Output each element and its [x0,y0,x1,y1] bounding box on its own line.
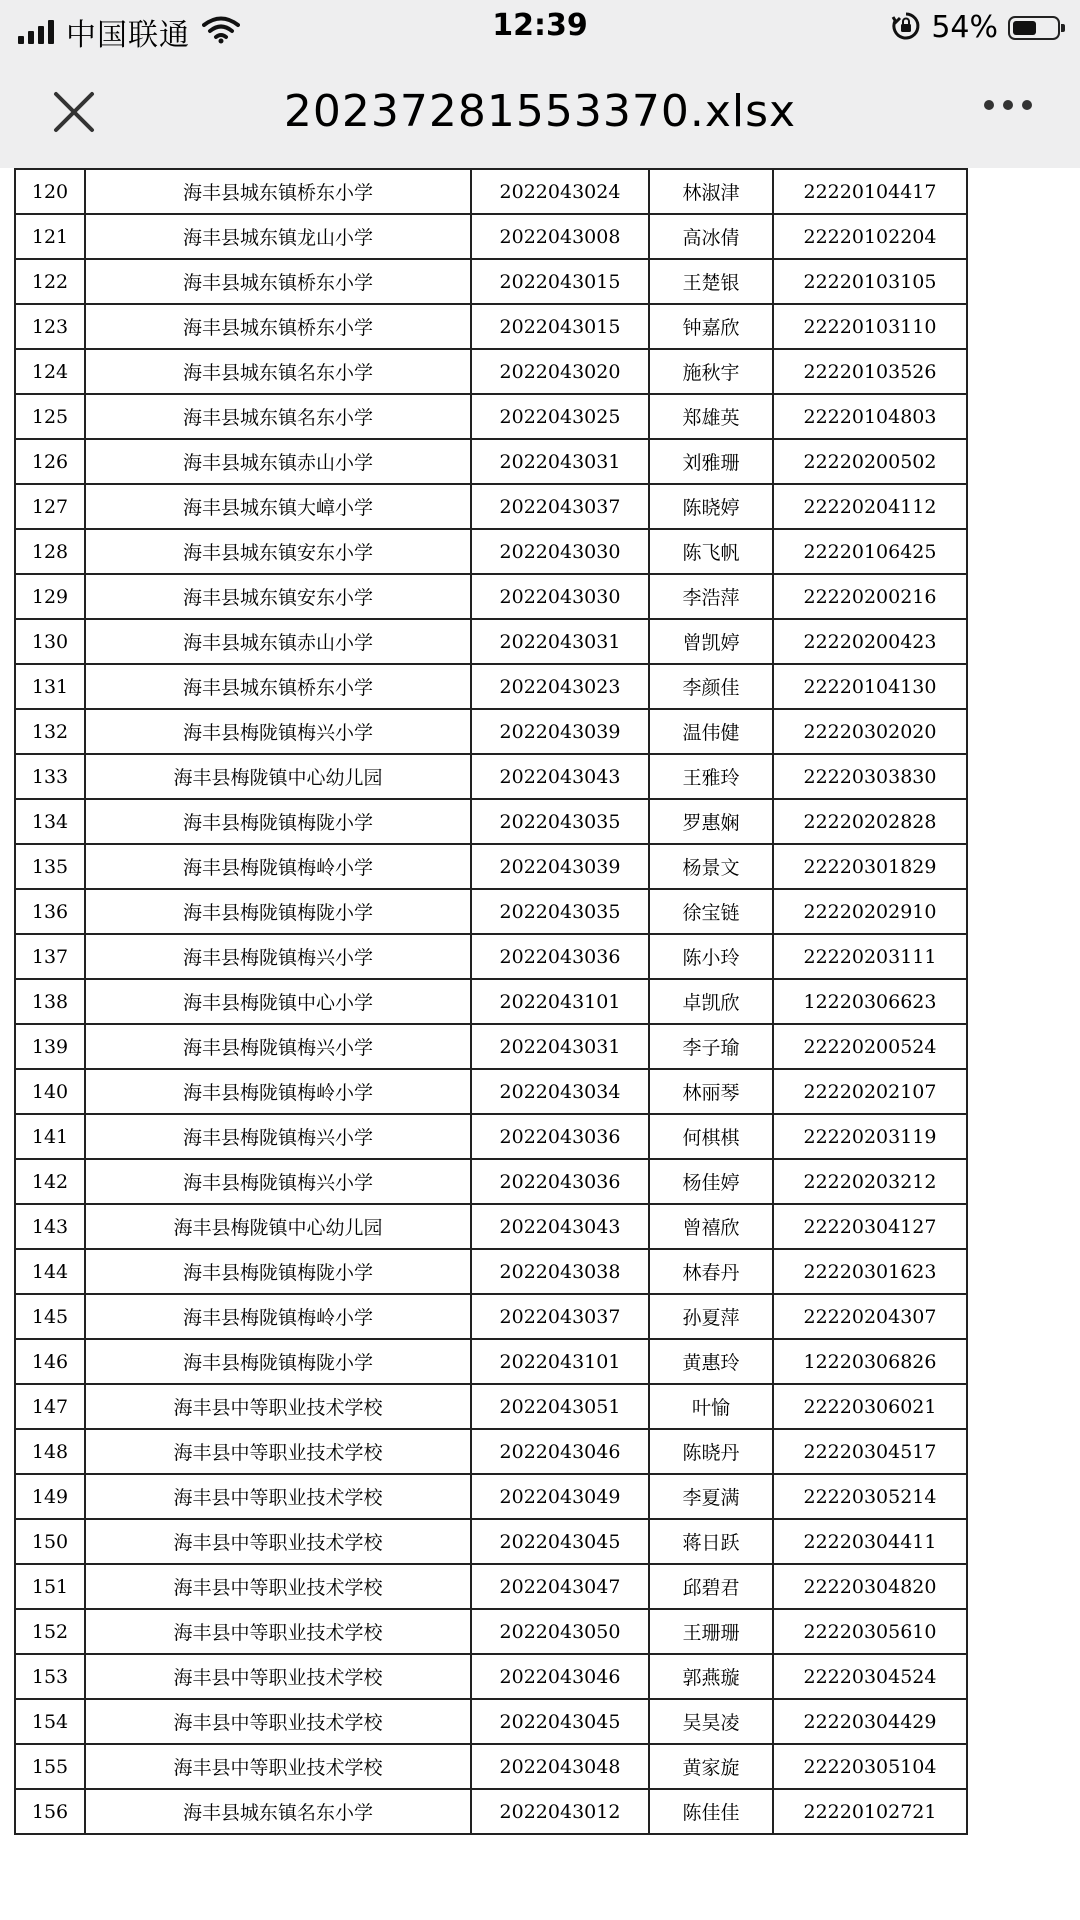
school-cell[interactable]: 海丰县城东镇赤山小学 [85,439,471,484]
row-number-cell[interactable]: 143 [15,1204,85,1249]
exam-id-cell[interactable]: 22220203111 [773,934,967,979]
exam-id-cell[interactable]: 22220305610 [773,1609,967,1654]
row-number-cell[interactable]: 144 [15,1249,85,1294]
exam-id-cell[interactable]: 22220200502 [773,439,967,484]
name-cell[interactable]: 徐宝链 [649,889,773,934]
name-cell[interactable]: 陈小玲 [649,934,773,979]
battery-icon [1008,16,1060,40]
exam-id-cell[interactable]: 22220304411 [773,1519,967,1564]
exam-id-cell[interactable]: 22220104130 [773,664,967,709]
table-row[interactable] [15,1249,967,1294]
school-cell[interactable]: 海丰县城东镇大嶂小学 [85,484,471,529]
name-cell[interactable]: 温伟健 [649,709,773,754]
table-row[interactable] [15,1114,967,1159]
exam-id-cell[interactable]: 22220202828 [773,799,967,844]
school-cell[interactable]: 海丰县中等职业技术学校 [85,1654,471,1699]
post-code-cell[interactable]: 2022043035 [471,799,649,844]
post-code-cell[interactable]: 2022043020 [471,349,649,394]
name-cell[interactable]: 蒋日跃 [649,1519,773,1564]
row-number-cell[interactable]: 129 [15,574,85,619]
table-row[interactable] [15,484,967,529]
name-cell[interactable]: 陈佳佳 [649,1789,773,1834]
name-cell[interactable]: 高冰倩 [649,214,773,259]
exam-id-cell[interactable]: 22220301829 [773,844,967,889]
table-row[interactable] [15,304,967,349]
exam-id-cell[interactable]: 22220303830 [773,754,967,799]
table-row[interactable] [15,574,967,619]
exam-id-cell[interactable]: 12220306623 [773,979,967,1024]
spreadsheet-view[interactable] [0,168,1080,1920]
document-title: 20237281553370.xlsx [283,86,797,137]
table-row[interactable] [15,1519,967,1564]
table-row[interactable] [15,439,967,484]
exam-id-cell[interactable]: 22220306021 [773,1384,967,1429]
post-code-cell[interactable]: 2022043047 [471,1564,649,1609]
school-cell[interactable]: 海丰县梅陇镇梅兴小学 [85,1024,471,1069]
table-row[interactable] [15,1789,967,1834]
name-cell[interactable]: 李子瑜 [649,1024,773,1069]
name-cell[interactable]: 施秋宇 [649,349,773,394]
table-row[interactable] [15,889,967,934]
school-cell[interactable]: 海丰县城东镇赤山小学 [85,619,471,664]
row-number-cell[interactable]: 156 [15,1789,85,1834]
exam-id-cell[interactable]: 22220104803 [773,394,967,439]
more-options-button[interactable] [984,100,1032,110]
table-row[interactable] [15,979,967,1024]
name-cell[interactable]: 李夏满 [649,1474,773,1519]
row-number-cell[interactable]: 137 [15,934,85,979]
table-row[interactable] [15,1744,967,1789]
post-code-cell[interactable]: 2022043031 [471,1024,649,1069]
school-cell[interactable]: 海丰县中等职业技术学校 [85,1429,471,1474]
post-code-cell[interactable]: 2022043043 [471,754,649,799]
school-cell[interactable]: 海丰县城东镇名东小学 [85,394,471,439]
post-code-cell[interactable]: 2022043036 [471,1114,649,1159]
row-number-cell[interactable]: 149 [15,1474,85,1519]
more-dot-icon [984,100,994,110]
row-number-cell[interactable]: 130 [15,619,85,664]
exam-id-cell[interactable]: 22220203119 [773,1114,967,1159]
post-code-cell[interactable]: 2022043038 [471,1249,649,1294]
exam-id-cell[interactable]: 22220102204 [773,214,967,259]
row-number-cell[interactable]: 141 [15,1114,85,1159]
post-code-cell[interactable]: 2022043051 [471,1384,649,1429]
exam-id-cell[interactable]: 22220200524 [773,1024,967,1069]
school-cell[interactable]: 海丰县城东镇桥东小学 [85,259,471,304]
name-cell[interactable]: 黄惠玲 [649,1339,773,1384]
name-cell[interactable]: 王雅玲 [649,754,773,799]
exam-id-cell[interactable]: 22220204307 [773,1294,967,1339]
school-cell[interactable]: 海丰县梅陇镇中心幼儿园 [85,1204,471,1249]
row-number-cell[interactable]: 122 [15,259,85,304]
table-row[interactable] [15,1294,967,1339]
post-code-cell[interactable]: 2022043101 [471,1339,649,1384]
row-number-cell[interactable]: 121 [15,214,85,259]
name-cell[interactable]: 郑雄英 [649,394,773,439]
post-code-cell[interactable]: 2022043046 [471,1654,649,1699]
table-row[interactable] [15,1699,967,1744]
post-code-cell[interactable]: 2022043024 [471,169,649,214]
table-row[interactable] [15,1429,967,1474]
table-row[interactable] [15,529,967,574]
exam-id-cell[interactable]: 22220302020 [773,709,967,754]
table-row[interactable] [15,1204,967,1249]
row-number-cell[interactable]: 128 [15,529,85,574]
row-number-cell[interactable]: 145 [15,1294,85,1339]
table-row[interactable] [15,799,967,844]
school-cell[interactable]: 海丰县城东镇安东小学 [85,529,471,574]
exam-id-cell[interactable]: 22220301623 [773,1249,967,1294]
school-cell[interactable]: 海丰县梅陇镇中心幼儿园 [85,754,471,799]
name-cell[interactable]: 林春丹 [649,1249,773,1294]
row-number-cell[interactable]: 153 [15,1654,85,1699]
table-row[interactable] [15,754,967,799]
post-code-cell[interactable]: 2022043012 [471,1789,649,1834]
exam-id-cell[interactable]: 22220304524 [773,1654,967,1699]
row-number-cell[interactable]: 152 [15,1609,85,1654]
school-cell[interactable]: 海丰县梅陇镇梅陇小学 [85,889,471,934]
row-number-cell[interactable]: 127 [15,484,85,529]
row-number-cell[interactable]: 131 [15,664,85,709]
school-cell[interactable]: 海丰县中等职业技术学校 [85,1744,471,1789]
exam-id-cell[interactable]: 22220200216 [773,574,967,619]
battery-percent: 54% [931,10,998,45]
status-clock: 12:39 [492,8,588,43]
post-code-cell[interactable]: 2022043046 [471,1429,649,1474]
school-cell[interactable]: 海丰县梅陇镇梅陇小学 [85,1339,471,1384]
exam-id-cell[interactable]: 22220103526 [773,349,967,394]
school-cell[interactable]: 海丰县梅陇镇梅兴小学 [85,1159,471,1204]
exam-id-cell[interactable]: 22220304127 [773,1204,967,1249]
row-number-cell[interactable]: 120 [15,169,85,214]
exam-id-cell[interactable]: 22220104417 [773,169,967,214]
row-number-cell[interactable]: 155 [15,1744,85,1789]
table-body [15,169,967,1834]
row-number-cell[interactable]: 125 [15,394,85,439]
name-cell[interactable]: 林淑津 [649,169,773,214]
table-row[interactable] [15,1339,967,1384]
school-cell[interactable]: 海丰县梅陇镇梅陇小学 [85,799,471,844]
name-cell[interactable]: 李颜佳 [649,664,773,709]
name-cell[interactable]: 曾凯婷 [649,619,773,664]
row-number-cell[interactable]: 148 [15,1429,85,1474]
name-cell[interactable]: 卓凯欣 [649,979,773,1024]
school-cell[interactable]: 海丰县城东镇桥东小学 [85,169,471,214]
table-row[interactable] [15,1024,967,1069]
more-dot-icon [1022,100,1032,110]
post-code-cell[interactable]: 2022043043 [471,1204,649,1249]
post-code-cell[interactable]: 2022043025 [471,394,649,439]
post-code-cell[interactable]: 2022043101 [471,979,649,1024]
table-row[interactable] [15,1564,967,1609]
school-cell[interactable]: 海丰县城东镇龙山小学 [85,214,471,259]
table-row[interactable] [15,1384,967,1429]
exam-id-cell[interactable]: 22220200423 [773,619,967,664]
post-code-cell[interactable]: 2022043048 [471,1744,649,1789]
name-cell[interactable]: 钟嘉欣 [649,304,773,349]
name-cell[interactable]: 孙夏萍 [649,1294,773,1339]
post-code-cell[interactable]: 2022043034 [471,1069,649,1114]
name-cell[interactable]: 李浩萍 [649,574,773,619]
row-number-cell[interactable]: 134 [15,799,85,844]
school-cell[interactable]: 海丰县梅陇镇梅兴小学 [85,934,471,979]
table-row[interactable] [15,619,967,664]
school-cell[interactable]: 海丰县城东镇桥东小学 [85,304,471,349]
post-code-cell[interactable]: 2022043045 [471,1699,649,1744]
row-number-cell[interactable]: 142 [15,1159,85,1204]
post-code-cell[interactable]: 2022043023 [471,664,649,709]
school-cell[interactable]: 海丰县中等职业技术学校 [85,1609,471,1654]
status-bar [0,0,1080,56]
name-cell[interactable]: 陈晓丹 [649,1429,773,1474]
post-code-cell[interactable]: 2022043031 [471,619,649,664]
name-cell[interactable]: 曾禧欣 [649,1204,773,1249]
table-row[interactable] [15,1069,967,1114]
row-number-cell[interactable]: 150 [15,1519,85,1564]
school-cell[interactable]: 海丰县梅陇镇梅兴小学 [85,709,471,754]
table-row[interactable] [15,1609,967,1654]
row-number-cell[interactable]: 139 [15,1024,85,1069]
post-code-cell[interactable]: 2022043015 [471,259,649,304]
row-number-cell[interactable]: 133 [15,754,85,799]
table-row[interactable] [15,259,967,304]
name-cell[interactable]: 王珊珊 [649,1609,773,1654]
exam-id-cell[interactable]: 22220103110 [773,304,967,349]
post-code-cell[interactable]: 2022043035 [471,889,649,934]
school-cell[interactable]: 海丰县城东镇名东小学 [85,349,471,394]
table-row[interactable] [15,169,967,214]
exam-id-cell[interactable]: 22220106425 [773,529,967,574]
row-number-cell[interactable]: 132 [15,709,85,754]
table-row[interactable] [15,214,967,259]
exam-id-cell[interactable]: 22220102721 [773,1789,967,1834]
name-cell[interactable]: 陈飞帆 [649,529,773,574]
rotation-lock-icon [891,11,921,45]
exam-id-cell[interactable]: 22220202107 [773,1069,967,1114]
exam-id-cell[interactable]: 22220305104 [773,1744,967,1789]
table-row[interactable] [15,934,967,979]
school-cell[interactable]: 海丰县中等职业技术学校 [85,1474,471,1519]
table-row[interactable] [15,349,967,394]
table-row[interactable] [15,1474,967,1519]
row-number-cell[interactable]: 154 [15,1699,85,1744]
school-cell[interactable]: 海丰县梅陇镇梅兴小学 [85,1114,471,1159]
row-number-cell[interactable]: 136 [15,889,85,934]
row-number-cell[interactable]: 135 [15,844,85,889]
row-number-cell[interactable]: 147 [15,1384,85,1429]
row-number-cell[interactable]: 126 [15,439,85,484]
row-number-cell[interactable]: 140 [15,1069,85,1114]
table-row[interactable] [15,1654,967,1699]
school-cell[interactable]: 海丰县中等职业技术学校 [85,1384,471,1429]
exam-id-cell[interactable]: 22220204112 [773,484,967,529]
title-bar [0,56,1080,168]
row-number-cell[interactable]: 124 [15,349,85,394]
name-cell[interactable]: 何棋棋 [649,1114,773,1159]
exam-id-cell[interactable]: 22220304517 [773,1429,967,1474]
exam-id-cell[interactable]: 22220304820 [773,1564,967,1609]
exam-id-cell[interactable]: 22220304429 [773,1699,967,1744]
post-code-cell[interactable]: 2022043039 [471,844,649,889]
name-cell[interactable]: 黄家旋 [649,1744,773,1789]
name-cell[interactable]: 罗惠娴 [649,799,773,844]
name-cell[interactable]: 陈晓婷 [649,484,773,529]
school-cell[interactable]: 海丰县梅陇镇梅岭小学 [85,1069,471,1114]
name-cell[interactable]: 叶愉 [649,1384,773,1429]
row-number-cell[interactable]: 146 [15,1339,85,1384]
name-cell[interactable]: 刘雅珊 [649,439,773,484]
carrier-label: 中国联通 [66,18,190,53]
school-cell[interactable]: 海丰县城东镇名东小学 [85,1789,471,1834]
school-cell[interactable]: 海丰县中等职业技术学校 [85,1564,471,1609]
post-code-cell[interactable]: 2022043015 [471,304,649,349]
table-row[interactable] [15,394,967,439]
post-code-cell[interactable]: 2022043030 [471,529,649,574]
post-code-cell[interactable]: 2022043045 [471,1519,649,1564]
exam-id-cell[interactable]: 22220203212 [773,1159,967,1204]
row-number-cell[interactable]: 123 [15,304,85,349]
name-cell[interactable]: 杨佳婷 [649,1159,773,1204]
name-cell[interactable]: 邱碧君 [649,1564,773,1609]
name-cell[interactable]: 王楚银 [649,259,773,304]
data-table [14,168,968,1835]
table-row[interactable] [15,1159,967,1204]
school-cell[interactable]: 海丰县梅陇镇梅陇小学 [85,1249,471,1294]
row-number-cell[interactable]: 138 [15,979,85,1024]
school-cell[interactable]: 海丰县城东镇桥东小学 [85,664,471,709]
post-code-cell[interactable]: 2022043036 [471,1159,649,1204]
school-cell[interactable]: 海丰县梅陇镇梅岭小学 [85,1294,471,1339]
table-row[interactable] [15,664,967,709]
name-cell[interactable]: 林丽琴 [649,1069,773,1114]
school-cell[interactable]: 海丰县中等职业技术学校 [85,1519,471,1564]
school-cell[interactable]: 海丰县梅陇镇中心小学 [85,979,471,1024]
post-code-cell[interactable]: 2022043049 [471,1474,649,1519]
post-code-cell[interactable]: 2022043008 [471,214,649,259]
table-row[interactable] [15,844,967,889]
post-code-cell[interactable]: 2022043037 [471,1294,649,1339]
post-code-cell[interactable]: 2022043036 [471,934,649,979]
exam-id-cell[interactable]: 22220103105 [773,259,967,304]
row-number-cell[interactable]: 151 [15,1564,85,1609]
post-code-cell[interactable]: 2022043037 [471,484,649,529]
name-cell[interactable]: 吴昊凌 [649,1699,773,1744]
post-code-cell[interactable]: 2022043031 [471,439,649,484]
school-cell[interactable]: 海丰县梅陇镇梅岭小学 [85,844,471,889]
post-code-cell[interactable]: 2022043050 [471,1609,649,1654]
school-cell[interactable]: 海丰县城东镇安东小学 [85,574,471,619]
school-cell[interactable]: 海丰县中等职业技术学校 [85,1699,471,1744]
post-code-cell[interactable]: 2022043030 [471,574,649,619]
exam-id-cell[interactable]: 12220306826 [773,1339,967,1384]
name-cell[interactable]: 杨景文 [649,844,773,889]
exam-id-cell[interactable]: 22220202910 [773,889,967,934]
name-cell[interactable]: 郭燕璇 [649,1654,773,1699]
table-row[interactable] [15,709,967,754]
more-dot-icon [1003,100,1013,110]
post-code-cell[interactable]: 2022043039 [471,709,649,754]
exam-id-cell[interactable]: 22220305214 [773,1474,967,1519]
